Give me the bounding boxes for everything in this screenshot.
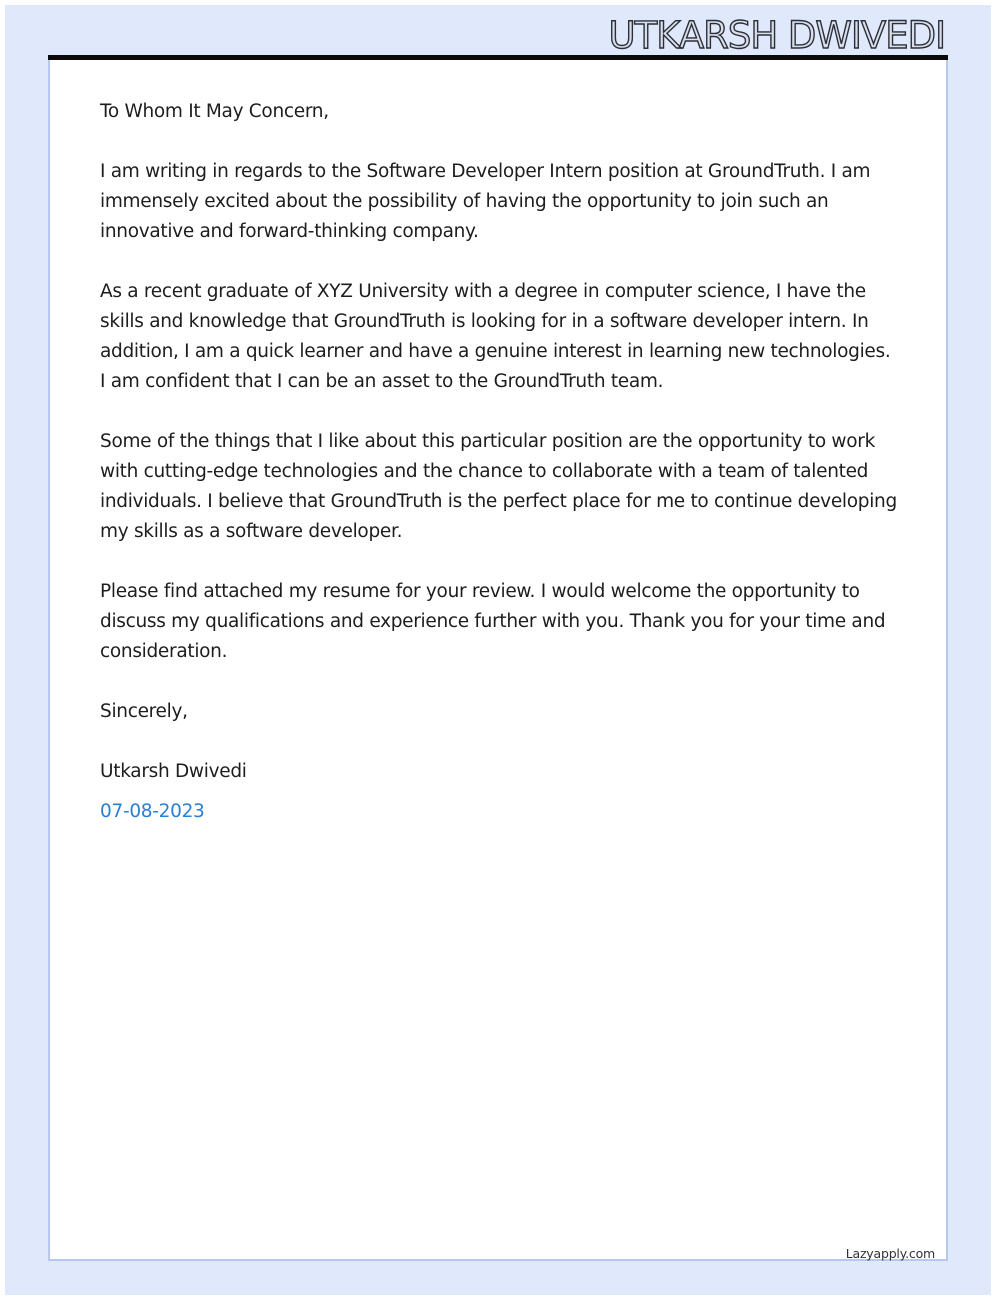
- paragraph-4: Please find attached my resume for your review. I would welcome the opportunity to discuss my qualifications and experience further with you. Thank you for your time and consideration.: [100, 581, 886, 662]
- letter-date: 07-08-2023: [100, 801, 205, 822]
- paragraph-1: I am writing in regards to the Software Developer Intern position at GroundTruth. I am immensely excited about the possibility of having the opportunity to join such an innovative and forward-thinking company.: [100, 161, 871, 242]
- closing: Sincerely,: [100, 701, 188, 722]
- paragraph-2: As a recent graduate of XYZ University with a degree in computer science, I have the skills and knowledge that GroundTruth is looking for in a software developer intern. In addition, I am a quick learner and have a genuine interest in learning new technologies. I am confident that I can be an asset to the GroundTruth team.: [100, 281, 891, 392]
- paragraph-3: Some of the things that I like about this particular position are the opportunity to work with cutting-edge technologies and the chance to collaborate with a team of talented individuals. I believe that GroundTruth is the perfect place for me to continue developing my skills as a software developer.: [100, 431, 897, 542]
- signer-name: Utkarsh Dwivedi: [100, 761, 247, 782]
- header-name: UTKARSH DWIVEDI: [608, 14, 945, 57]
- salutation: To Whom It May Concern,: [100, 101, 329, 122]
- letter-body: [100, 97, 900, 827]
- footer-brand: Lazyapply.com: [845, 1246, 935, 1261]
